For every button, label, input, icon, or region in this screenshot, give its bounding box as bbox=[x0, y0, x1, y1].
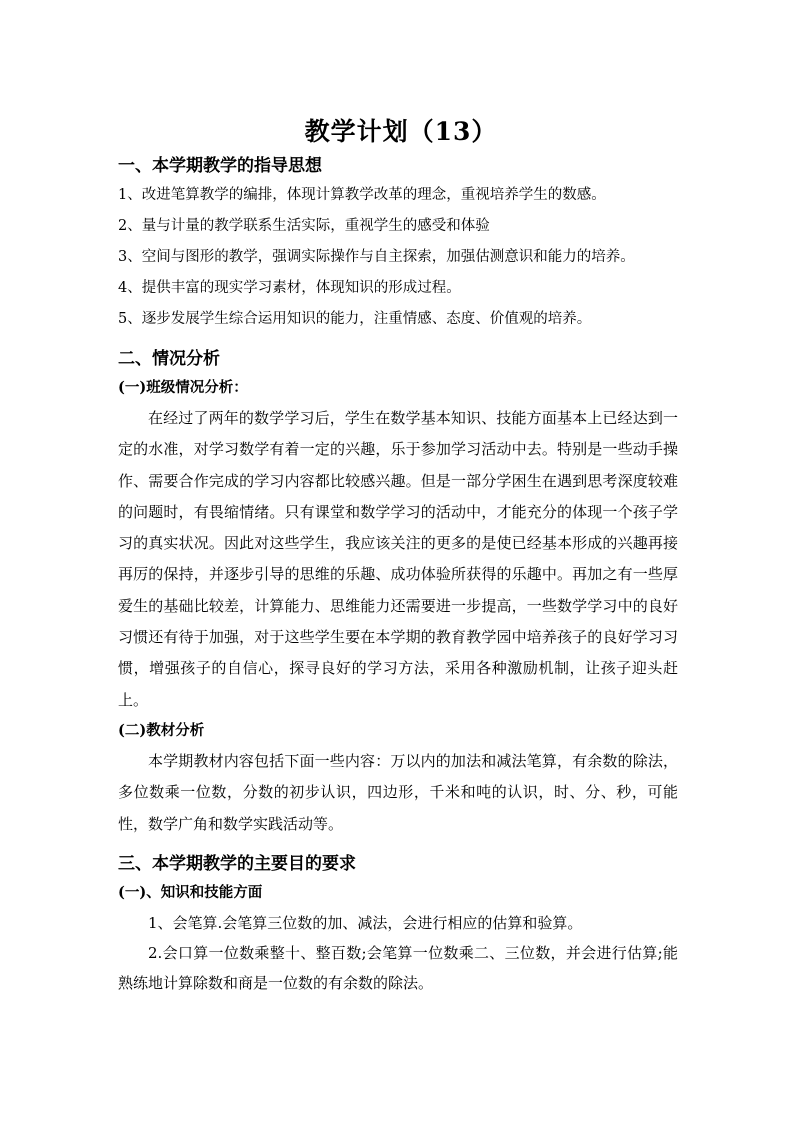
list-item: 5、逐步发展学生综合运用知识的能力，注重情感、态度、价值观的培养。 bbox=[118, 311, 592, 327]
list-item: 1、改进笔算教学的编排，体现计算教学改革的理念，重视培养学生的数感。 bbox=[118, 187, 606, 203]
section-heading-teaching-goals: 三、本学期教学的主要目的要求 bbox=[118, 853, 356, 874]
goal-item: 2.会口算一位数乘整十、整百数;会笔算一位数乘二、三位数，并会进行估算;能熟练地计算除数和商是一位数的有余数的除法。 bbox=[118, 943, 678, 992]
section-heading-guiding-thoughts: 一、本学期教学的指导思想 bbox=[118, 156, 322, 176]
subsection-heading-knowledge-skills: (一)、知识和技能方面 bbox=[118, 883, 263, 901]
list-item: 2、量与计量的教学联系生活实际，重视学生的感受和体验 bbox=[118, 218, 490, 234]
list-item: 4、提供丰富的现实学习素材，体现知识的形成过程。 bbox=[118, 280, 461, 296]
paragraph-textbook-analysis: 本学期教材内容包括下面一些内容：万以内的加法和减法笔算，有余数的除法，多位数乘一位数，分数的初步认识，四边形，千米和吨的认识，时、分、秒，可能性，数学广角和数学实践活动等。 bbox=[118, 751, 678, 833]
section-heading-situation-analysis: 二、情况分析 bbox=[118, 349, 220, 369]
subsection-heading-textbook-analysis: (二)教材分析 bbox=[118, 721, 205, 739]
paragraph-class-analysis: 在经过了两年的数学学习后，学生在数学基本知识、技能方面基本上已经达到一定的水准，对学习数学有着一定的兴趣，乐于参加学习活动中去。特别是一些动手操作、需要合作完成的学习内容都比较感兴趣。但是一部分学困生在遇到思考深度较难的问题时，有畏缩情绪。只有课堂和数学学习的活动中，才能充分的体现一个孩子学习的真实状况。因此对这些学生，我应该关注的更多的是使已经基本形成的兴趣再接再厉的保持，并逐步引导的思维的乐趣、成功体验所获得的乐趣中。再加之有一些厚爱生的基础比较差，计算能力、思维能力还需要进一步提高，一些数学学习中的良好习惯还有待于加强，对于这些学生要在本学期的教育教学园中培养孩子的良好学习习惯，增强孩子的自信心，探寻良好的学习方法，采用各种激励机制，让孩子迎头赶上。 bbox=[118, 409, 678, 709]
document-title: 教学计划（13） bbox=[304, 117, 498, 146]
document-page bbox=[118, 112, 678, 998]
subsection-heading-class-analysis: (一)班级情况分析： bbox=[118, 379, 248, 396]
list-item: 3、空间与图形的教学，强调实际操作与自主探索，加强估测意识和能力的培养。 bbox=[118, 249, 635, 265]
goal-item: 1、会笔算.会笔算三位数的加、减法，会进行相应的估算和验算。 bbox=[148, 913, 583, 932]
